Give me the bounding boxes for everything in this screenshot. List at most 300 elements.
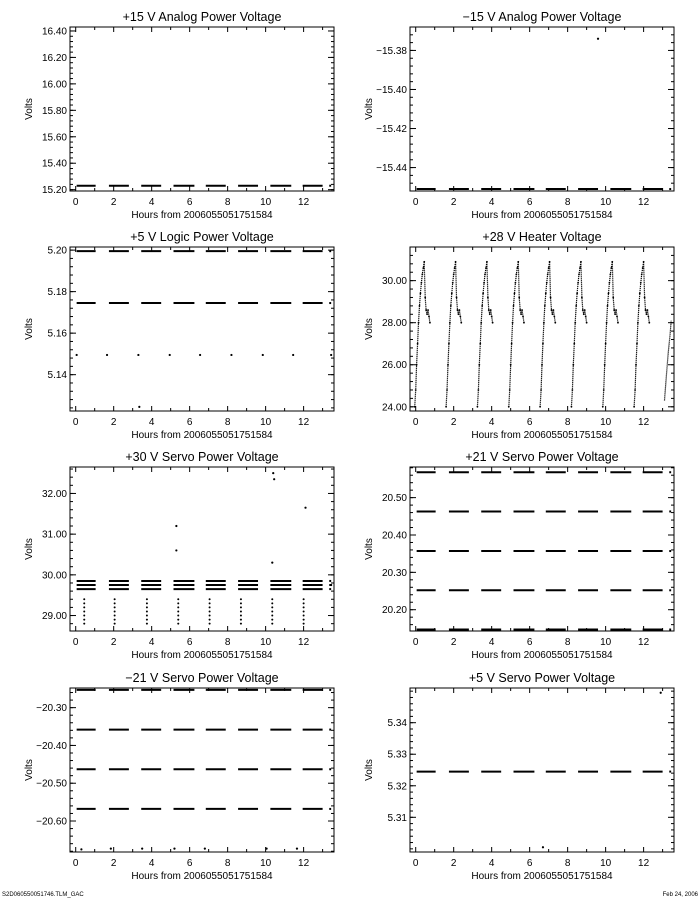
data-point <box>177 602 179 604</box>
data-point <box>83 602 85 604</box>
data-point <box>106 354 108 356</box>
y-tick-label: 15.40 <box>41 158 67 170</box>
data-point <box>660 692 662 694</box>
x-tick-label: 12 <box>298 858 310 869</box>
x-tick-label: 0 <box>412 417 419 428</box>
chart-title: +28 V Heater Voltage <box>482 230 602 244</box>
data-point <box>456 297 458 299</box>
x-tick-label: 10 <box>260 858 272 869</box>
data-point <box>492 322 494 324</box>
data-point <box>271 619 273 621</box>
data-point <box>480 322 482 324</box>
x-tick-label: 2 <box>110 637 117 648</box>
data-point <box>582 309 584 311</box>
data-point <box>549 261 551 263</box>
footer-date: Feb 24, 2006 <box>662 892 698 898</box>
y-tick-label: −20.60 <box>36 816 67 828</box>
data-point <box>458 313 460 315</box>
data-point <box>554 322 556 324</box>
data-point <box>509 389 511 391</box>
data-point <box>209 619 211 621</box>
data-point <box>303 606 305 608</box>
y-tick-label: 15.20 <box>41 185 67 197</box>
data-point <box>417 343 419 345</box>
data-point <box>643 261 645 263</box>
data-point <box>485 267 487 269</box>
data-point <box>240 615 242 617</box>
x-tick-label: 0 <box>72 858 79 869</box>
x-tick-label: 6 <box>186 417 193 428</box>
y-tick-label: 5.16 <box>47 328 67 340</box>
data-point <box>272 472 274 474</box>
data-point <box>114 623 116 625</box>
x-tick-label: 10 <box>600 858 612 869</box>
chart-title: +21 V Servo Power Voltage <box>465 450 619 464</box>
x-axis-label: Hours from 2006055051751584 <box>131 871 273 882</box>
y-axis-label: Volts <box>24 318 35 340</box>
data-point <box>114 610 116 612</box>
data-point <box>146 619 148 621</box>
data-point <box>573 343 575 345</box>
x-axis-label: Hours from 2006055051751584 <box>131 430 273 441</box>
x-tick-label: 12 <box>638 637 650 648</box>
data-point <box>479 343 481 345</box>
data-point <box>578 273 580 275</box>
data-point <box>635 364 637 366</box>
x-tick-label: 6 <box>186 858 193 869</box>
data-point <box>422 267 424 269</box>
data-point <box>633 406 635 408</box>
y-tick-label: −15.44 <box>376 163 407 175</box>
data-point <box>553 315 555 317</box>
y-axis-label: Volts <box>364 98 375 120</box>
heater-cycle-trace <box>603 262 618 407</box>
data-point <box>546 282 548 284</box>
y-tick-label: 5.32 <box>387 781 407 793</box>
data-point <box>240 610 242 612</box>
y-tick-label: 5.20 <box>47 245 67 257</box>
data-point <box>488 309 490 311</box>
x-tick-label: 0 <box>412 197 419 208</box>
data-point <box>519 309 521 311</box>
data-point <box>240 606 242 608</box>
data-point <box>544 305 546 307</box>
data-point <box>460 322 462 324</box>
x-axis-label: Hours from 2006055051751584 <box>131 650 273 661</box>
data-point <box>552 313 554 315</box>
data-point <box>545 292 547 294</box>
data-point <box>173 847 175 849</box>
x-tick-label: 6 <box>526 858 533 869</box>
data-point <box>138 406 140 408</box>
data-point <box>303 619 305 621</box>
chart-p15-analog <box>24 10 334 221</box>
heater-cycle-trace <box>540 262 555 407</box>
data-point <box>448 343 450 345</box>
data-point <box>608 292 610 294</box>
x-tick-label: 2 <box>450 637 457 648</box>
chart-p5-logic <box>24 230 334 441</box>
data-point <box>209 602 211 604</box>
data-point <box>451 292 453 294</box>
x-axis-label: Hours from 2006055051751584 <box>471 210 613 221</box>
heater-cycle-trace <box>415 262 430 407</box>
data-point <box>481 305 483 307</box>
heater-cycle-trace <box>509 262 524 407</box>
y-tick-label: 20.20 <box>381 605 407 617</box>
footer-filename: S2D060550051746.TLM_GAC <box>2 892 84 898</box>
data-point <box>83 606 85 608</box>
data-point <box>458 309 460 311</box>
data-point <box>517 261 519 263</box>
data-point <box>617 322 619 324</box>
heater-cycle-trace <box>446 262 461 407</box>
data-point <box>146 610 148 612</box>
x-tick-label: 12 <box>298 637 310 648</box>
y-tick-label: 20.50 <box>381 493 407 505</box>
x-tick-label: 12 <box>298 417 310 428</box>
data-point <box>146 606 148 608</box>
data-point <box>137 354 139 356</box>
data-point <box>576 292 578 294</box>
data-point <box>271 615 273 617</box>
data-point <box>514 292 516 294</box>
data-point <box>522 315 524 317</box>
x-tick-label: 0 <box>412 637 419 648</box>
x-axis-label: Hours from 2006055051751584 <box>471 871 613 882</box>
data-point <box>609 273 611 275</box>
data-point <box>581 297 583 299</box>
data-point <box>414 406 416 408</box>
data-point <box>303 598 305 600</box>
y-tick-label: 5.18 <box>47 287 67 299</box>
data-point <box>586 322 588 324</box>
data-point <box>551 309 553 311</box>
heater-cycle-trace <box>571 262 586 407</box>
data-point <box>418 322 420 324</box>
y-axis-label: Volts <box>364 538 375 560</box>
chart-title: −21 V Servo Power Voltage <box>125 671 279 685</box>
chart-p5-servo <box>364 671 674 882</box>
data-point <box>547 273 549 275</box>
y-tick-label: −15.40 <box>376 84 407 96</box>
data-point <box>646 313 648 315</box>
x-tick-label: 8 <box>224 197 231 208</box>
data-point <box>477 406 479 408</box>
x-tick-label: 8 <box>564 197 571 208</box>
heater-cycle-trace <box>477 262 492 407</box>
x-tick-label: 8 <box>224 858 231 869</box>
y-axis-label: Volts <box>24 98 35 120</box>
data-point <box>486 261 488 263</box>
plot-frame <box>410 247 674 411</box>
data-point <box>424 297 426 299</box>
y-tick-label: 28.00 <box>381 318 407 330</box>
data-point <box>644 297 646 299</box>
data-point <box>605 343 607 345</box>
chart-title: +5 V Logic Power Voltage <box>130 230 274 244</box>
data-point <box>199 354 201 356</box>
data-point <box>639 292 641 294</box>
data-point <box>273 478 275 480</box>
data-point <box>521 309 523 311</box>
data-point <box>571 389 573 391</box>
data-point <box>648 322 650 324</box>
data-point <box>265 847 267 849</box>
data-point <box>415 389 417 391</box>
data-point <box>571 406 573 408</box>
data-point <box>262 354 264 356</box>
data-point <box>423 261 425 263</box>
chart-p30-servo <box>24 450 334 661</box>
data-point <box>455 261 457 263</box>
data-point <box>459 315 461 317</box>
data-point <box>271 623 273 625</box>
x-tick-label: 8 <box>224 417 231 428</box>
plot-frame <box>410 688 674 852</box>
data-point <box>513 305 515 307</box>
heater-cycle-trace <box>634 262 649 407</box>
data-point <box>177 598 179 600</box>
data-point <box>610 267 612 269</box>
data-point <box>482 292 484 294</box>
data-point <box>209 623 211 625</box>
x-tick-label: 4 <box>488 858 495 869</box>
data-point <box>541 364 543 366</box>
y-tick-label: 31.00 <box>41 529 67 541</box>
data-point <box>271 562 273 564</box>
heater-final-ramp <box>665 321 672 401</box>
data-point <box>516 267 518 269</box>
x-tick-label: 2 <box>450 197 457 208</box>
plot-frame <box>410 27 674 191</box>
x-tick-label: 10 <box>260 197 272 208</box>
data-point <box>542 846 544 848</box>
y-tick-label: 5.31 <box>387 812 407 824</box>
data-point <box>508 406 510 408</box>
x-tick-label: 12 <box>638 858 650 869</box>
data-point <box>303 615 305 617</box>
data-point <box>175 525 177 527</box>
y-tick-label: 26.00 <box>381 360 407 372</box>
x-tick-label: 2 <box>450 858 457 869</box>
data-point <box>114 615 116 617</box>
data-point <box>114 602 116 604</box>
data-point <box>572 364 574 366</box>
data-point <box>209 615 211 617</box>
y-axis-label: Volts <box>24 538 35 560</box>
x-tick-label: 10 <box>600 197 612 208</box>
y-tick-label: 15.80 <box>41 105 67 117</box>
data-point <box>452 282 454 284</box>
chart-p21-servo <box>364 450 674 661</box>
data-point <box>146 602 148 604</box>
chart-title: +30 V Servo Power Voltage <box>125 450 279 464</box>
data-point <box>579 267 581 269</box>
data-point <box>607 305 609 307</box>
data-point <box>603 389 605 391</box>
data-point <box>515 282 517 284</box>
plot-frame <box>410 467 674 631</box>
x-tick-label: 10 <box>260 417 272 428</box>
data-point <box>429 322 431 324</box>
x-tick-label: 10 <box>600 417 612 428</box>
data-point <box>146 623 148 625</box>
data-point <box>204 847 206 849</box>
y-tick-label: 24.00 <box>381 402 407 414</box>
data-point <box>478 364 480 366</box>
y-tick-label: 5.14 <box>47 370 67 382</box>
data-point <box>271 606 273 608</box>
data-point <box>454 267 456 269</box>
data-point <box>550 297 552 299</box>
data-point <box>83 615 85 617</box>
y-tick-label: 16.20 <box>41 52 67 64</box>
x-tick-label: 0 <box>72 197 79 208</box>
data-point <box>240 602 242 604</box>
x-axis-label: Hours from 2006055051751584 <box>131 210 273 221</box>
x-axis-label: Hours from 2006055051751584 <box>471 650 613 661</box>
x-tick-label: 4 <box>488 417 495 428</box>
x-tick-label: 12 <box>298 197 310 208</box>
data-point <box>428 315 430 317</box>
data-point <box>615 309 617 311</box>
data-point <box>609 282 611 284</box>
data-point <box>175 549 177 551</box>
y-tick-label: 16.40 <box>41 26 67 38</box>
x-tick-label: 8 <box>564 417 571 428</box>
y-tick-label: −20.30 <box>36 703 67 715</box>
data-point <box>585 315 587 317</box>
data-point <box>602 406 604 408</box>
data-point <box>271 610 273 612</box>
x-tick-label: 8 <box>564 637 571 648</box>
data-point <box>636 343 638 345</box>
data-point <box>511 343 513 345</box>
data-point <box>169 354 171 356</box>
data-point <box>645 309 647 311</box>
data-point <box>483 282 485 284</box>
chart-p28-heater <box>364 230 674 441</box>
x-tick-label: 6 <box>526 417 533 428</box>
x-tick-label: 6 <box>186 637 193 648</box>
y-axis-label: Volts <box>24 759 35 781</box>
data-point <box>491 315 493 317</box>
data-point <box>416 364 418 366</box>
x-tick-label: 12 <box>638 417 650 428</box>
x-tick-label: 2 <box>110 417 117 428</box>
x-tick-label: 12 <box>638 197 650 208</box>
x-tick-label: 0 <box>412 858 419 869</box>
data-point <box>141 847 143 849</box>
data-point <box>303 623 305 625</box>
data-point <box>612 297 614 299</box>
data-point <box>76 354 78 356</box>
data-point <box>604 364 606 366</box>
data-point <box>450 305 452 307</box>
data-point <box>303 602 305 604</box>
data-point <box>542 343 544 345</box>
data-point <box>580 261 582 263</box>
data-point <box>83 610 85 612</box>
x-axis-label: Hours from 2006055051751584 <box>471 430 613 441</box>
y-tick-label: −15.38 <box>376 45 407 57</box>
data-point <box>177 610 179 612</box>
data-point <box>583 313 585 315</box>
chart-m15-analog <box>364 10 674 221</box>
data-point <box>634 389 636 391</box>
chart-title: −15 V Analog Power Voltage <box>462 10 622 24</box>
x-tick-label: 4 <box>148 858 155 869</box>
plot-frame <box>70 27 334 191</box>
data-point <box>177 606 179 608</box>
y-tick-label: 30.00 <box>381 276 407 288</box>
data-point <box>638 305 640 307</box>
data-point <box>640 282 642 284</box>
data-point <box>523 322 525 324</box>
data-point <box>83 619 85 621</box>
data-point <box>484 273 486 275</box>
data-point <box>114 598 116 600</box>
data-point <box>445 406 447 408</box>
data-point <box>606 322 608 324</box>
data-point <box>292 354 294 356</box>
y-tick-label: 20.30 <box>381 567 407 579</box>
data-point <box>490 309 492 311</box>
data-point <box>520 313 522 315</box>
x-tick-label: 8 <box>224 637 231 648</box>
plot-frame <box>70 247 334 411</box>
data-point <box>539 406 541 408</box>
data-point <box>209 598 211 600</box>
x-tick-label: 4 <box>148 417 155 428</box>
x-tick-label: 8 <box>564 858 571 869</box>
data-point <box>446 389 448 391</box>
y-tick-label: 30.00 <box>41 570 67 582</box>
data-point <box>304 507 306 509</box>
data-point <box>515 273 517 275</box>
data-point <box>518 297 520 299</box>
data-point <box>271 602 273 604</box>
data-point <box>642 267 644 269</box>
x-tick-label: 10 <box>260 637 272 648</box>
y-tick-label: −20.50 <box>36 778 67 790</box>
y-tick-label: 32.00 <box>41 488 67 500</box>
data-point <box>574 322 576 324</box>
x-tick-label: 2 <box>450 417 457 428</box>
x-tick-label: 6 <box>526 197 533 208</box>
data-point <box>641 273 643 275</box>
x-tick-label: 4 <box>148 637 155 648</box>
data-point <box>177 615 179 617</box>
x-tick-label: 10 <box>600 637 612 648</box>
data-point <box>611 261 613 263</box>
y-tick-label: −15.42 <box>376 124 407 136</box>
plot-frame <box>70 467 334 631</box>
data-point <box>577 282 579 284</box>
data-point <box>449 322 451 324</box>
data-point <box>303 610 305 612</box>
data-point <box>330 584 332 586</box>
data-point <box>647 309 649 311</box>
data-point <box>83 598 85 600</box>
data-point <box>421 273 423 275</box>
data-point <box>146 615 148 617</box>
data-point <box>426 313 428 315</box>
data-point <box>457 309 459 311</box>
chart-m21-servo <box>24 671 334 882</box>
data-point <box>512 322 514 324</box>
